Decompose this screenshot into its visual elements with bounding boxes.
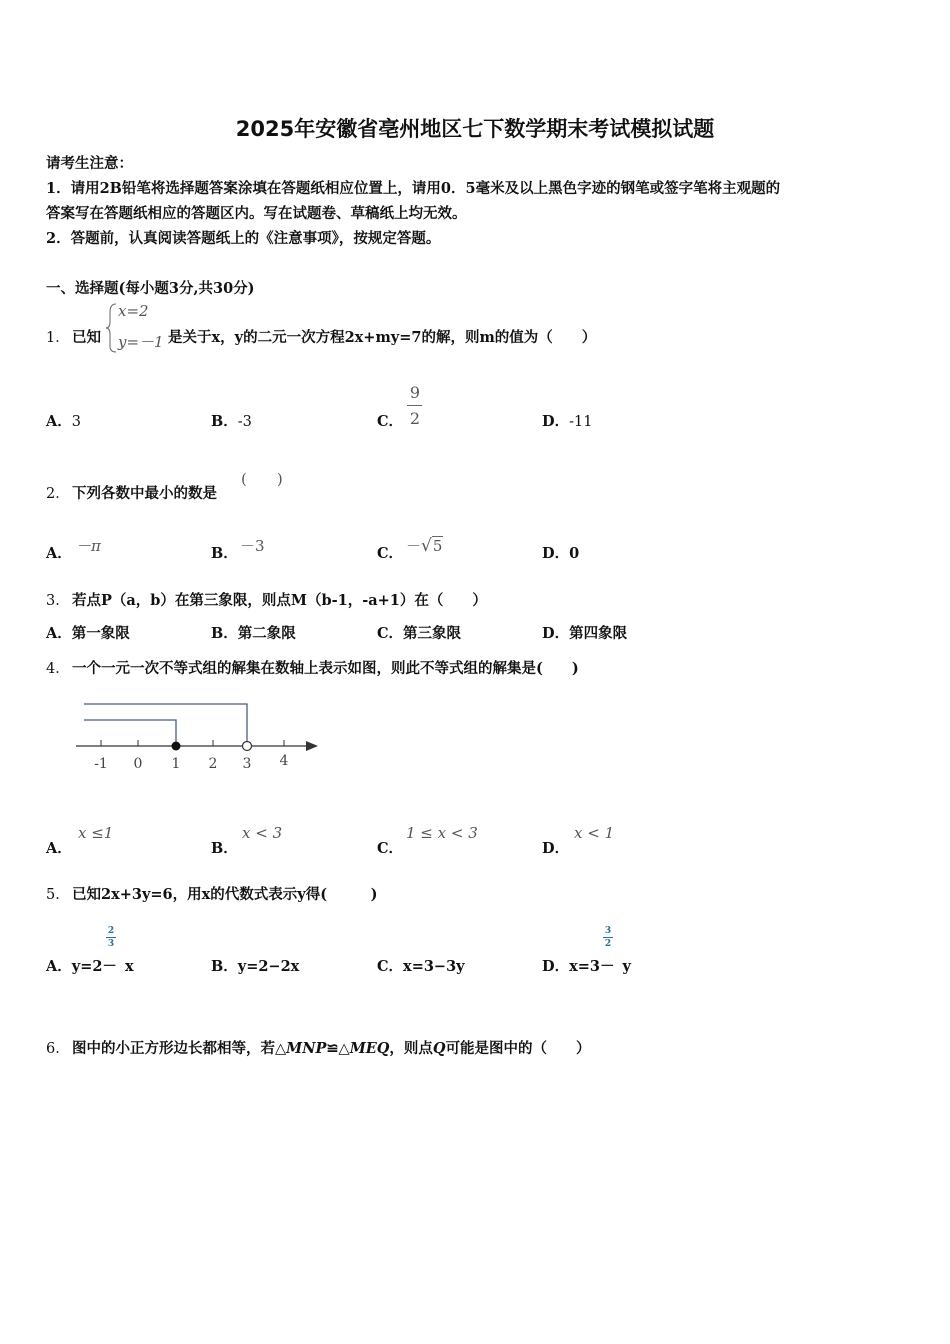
- option-label: B．: [211, 840, 238, 857]
- q2-text: 下列各数中最小的数是: [72, 485, 217, 502]
- tick-label: -1: [94, 756, 108, 772]
- q1-post: 是关于x，y的二元一次方程2x+my=7的解，则m的值为（ ）: [168, 329, 597, 346]
- q4-option-c[interactable]: [377, 837, 403, 858]
- q1-eq2: y=－1: [118, 333, 164, 351]
- option-label: D．: [542, 840, 570, 857]
- q2-paren: ( ): [241, 470, 283, 488]
- option-label: D．: [542, 625, 570, 642]
- q5-d-post: y: [622, 958, 631, 975]
- notice-heading: 请考生注意：: [46, 155, 133, 172]
- notice-line1a: 1．请用2B铅笔将选择题答案涂填在答题纸相应位置上，请用0．5毫米及以上黑色字迹的钢笔或签字笔将主观题的: [46, 180, 781, 197]
- q6-number: 6．: [46, 1041, 70, 1057]
- notice-line1b: 答案写在答题纸相应的答题区内。写在试题卷、草稿纸上均无效。: [46, 205, 467, 222]
- q1-option-b[interactable]: [211, 410, 252, 431]
- option-label: D．: [542, 958, 570, 975]
- q2-number: 2．: [46, 486, 70, 502]
- option-label: B．: [211, 413, 238, 430]
- notice-line2: 2．答题前，认真阅读答题纸上的《注意事项》，按规定答题。: [46, 230, 441, 247]
- q5-a-denominator: 3: [107, 939, 115, 949]
- option-value: x=3−3y: [403, 958, 465, 975]
- q5-a-post: x: [124, 958, 134, 975]
- q4-option-b[interactable]: [211, 837, 238, 858]
- q3-option-d[interactable]: [542, 622, 627, 643]
- q3-option-c[interactable]: [377, 622, 461, 643]
- q5-a-fraction-bar: [106, 937, 116, 938]
- q1-option-d[interactable]: [542, 410, 592, 431]
- solid-point-at-1: [172, 742, 181, 751]
- tick-label: 0: [133, 756, 143, 772]
- option-value: 3: [71, 414, 81, 430]
- option-value: y=2−2x: [237, 958, 300, 975]
- q1-c-fraction-bar: [407, 405, 422, 406]
- q1-option-a[interactable]: [46, 410, 81, 431]
- ray-x-less-equal-1: [84, 720, 176, 746]
- q5-d-fraction-bar: [603, 937, 613, 938]
- q5-option-d[interactable]: [542, 955, 631, 976]
- q4-number: 4．: [46, 661, 70, 677]
- q1-c-numerator: 9: [409, 383, 421, 402]
- q4-a-value: x ≤1: [78, 824, 114, 842]
- q5-d-numerator: 3: [604, 926, 612, 936]
- q4-option-a[interactable]: [46, 837, 72, 858]
- section-heading: 一、选择题(每小题3分,共30分): [46, 280, 255, 297]
- q3-option-b[interactable]: [211, 622, 296, 643]
- option-label: C．: [377, 625, 404, 642]
- q5-text: 已知2x+3y=6，用x的代数式表示y得( ): [72, 886, 378, 903]
- option-label: A．: [46, 840, 72, 857]
- tick-label: 4: [279, 753, 289, 769]
- option-value: 第四象限: [569, 625, 628, 642]
- q4-b-value: x < 3: [242, 824, 283, 842]
- option-label: A．: [46, 958, 72, 975]
- q4-text: 一个一元一次不等式组的解集在数轴上表示如图，则此不等式组的解集是( ): [72, 660, 579, 677]
- q5-option-b[interactable]: [211, 955, 299, 976]
- open-point-at-3: [243, 742, 252, 751]
- option-value: 第三象限: [403, 625, 462, 642]
- q5-d-fraction: [603, 926, 613, 949]
- tick-label: 2: [208, 756, 218, 772]
- option-label: C．: [377, 840, 404, 857]
- q1-c-denominator: 2: [409, 409, 421, 428]
- q5-a-numerator: 2: [107, 926, 115, 936]
- q4-option-d[interactable]: [542, 837, 569, 858]
- option-value: -3: [237, 414, 252, 430]
- q5-d-pre: x=3－: [569, 958, 615, 975]
- tick-label: 1: [171, 756, 181, 772]
- q2-option-c[interactable]: [377, 542, 403, 563]
- ray-x-less-than-3: [84, 704, 247, 740]
- option-label: B．: [211, 958, 238, 975]
- sqrt-icon: √: [421, 536, 432, 556]
- q2-c-radicand: 5: [432, 537, 443, 555]
- option-value: 第一象限: [71, 625, 130, 642]
- q1-eq1: x=2: [118, 302, 149, 320]
- option-label: D．: [542, 413, 570, 430]
- q3-text: 若点P（a，b）在第三象限，则点M（b-1，-a+1）在（ ）: [72, 592, 487, 609]
- q2-c-minus: －: [406, 537, 422, 555]
- q6-meq: MEQ: [349, 1040, 390, 1057]
- option-label: C．: [377, 545, 404, 562]
- q6-text: 图中的小正方形边长都相等，若△MNP≌△MEQ，则点Q可能是图中的（ ）: [72, 1040, 591, 1057]
- q1-pre: 已知: [72, 329, 101, 346]
- q5-number: 5．: [46, 887, 70, 903]
- q5-a-pre: y=2－: [71, 958, 117, 975]
- option-label: C．: [377, 413, 404, 430]
- option-value: -11: [569, 414, 593, 430]
- q5-a-fraction: [106, 926, 116, 949]
- q2-a-value: －π: [76, 537, 101, 555]
- option-value: 0: [569, 545, 580, 562]
- option-label: D．: [542, 545, 570, 562]
- q2-option-a[interactable]: [46, 542, 72, 563]
- number-line-figure: [70, 695, 330, 775]
- option-label: A．: [46, 413, 72, 430]
- q5-d-denominator: 2: [604, 939, 612, 949]
- tick-label: 3: [242, 756, 252, 772]
- option-label: A．: [46, 545, 72, 562]
- q3-number: 3．: [46, 593, 70, 609]
- q6-mnp: MNP: [286, 1040, 327, 1057]
- option-label: B．: [211, 545, 238, 562]
- q2-b-value: －3: [240, 537, 265, 555]
- option-label: C．: [377, 958, 404, 975]
- axis-arrow-icon: [306, 741, 318, 751]
- q4-c-value: 1 ≤ x < 3: [406, 824, 478, 842]
- q5-option-a[interactable]: [46, 955, 134, 976]
- option-value: 第二象限: [237, 625, 296, 642]
- q4-d-value: x < 1: [574, 824, 615, 842]
- q1-number: 1．: [46, 330, 70, 346]
- q2-c-value: [406, 535, 443, 556]
- q3-option-a[interactable]: [46, 622, 130, 643]
- q5-option-c[interactable]: [377, 955, 465, 976]
- page-title: 2025年安徽省亳州地区七下数学期末考试模拟试题: [235, 117, 715, 141]
- q2-option-b[interactable]: [211, 542, 238, 563]
- option-label: B．: [211, 625, 238, 642]
- option-label: A．: [46, 625, 72, 642]
- q2-option-d[interactable]: [542, 542, 579, 563]
- q6-q: Q: [432, 1040, 446, 1057]
- q1-option-c[interactable]: [377, 410, 403, 431]
